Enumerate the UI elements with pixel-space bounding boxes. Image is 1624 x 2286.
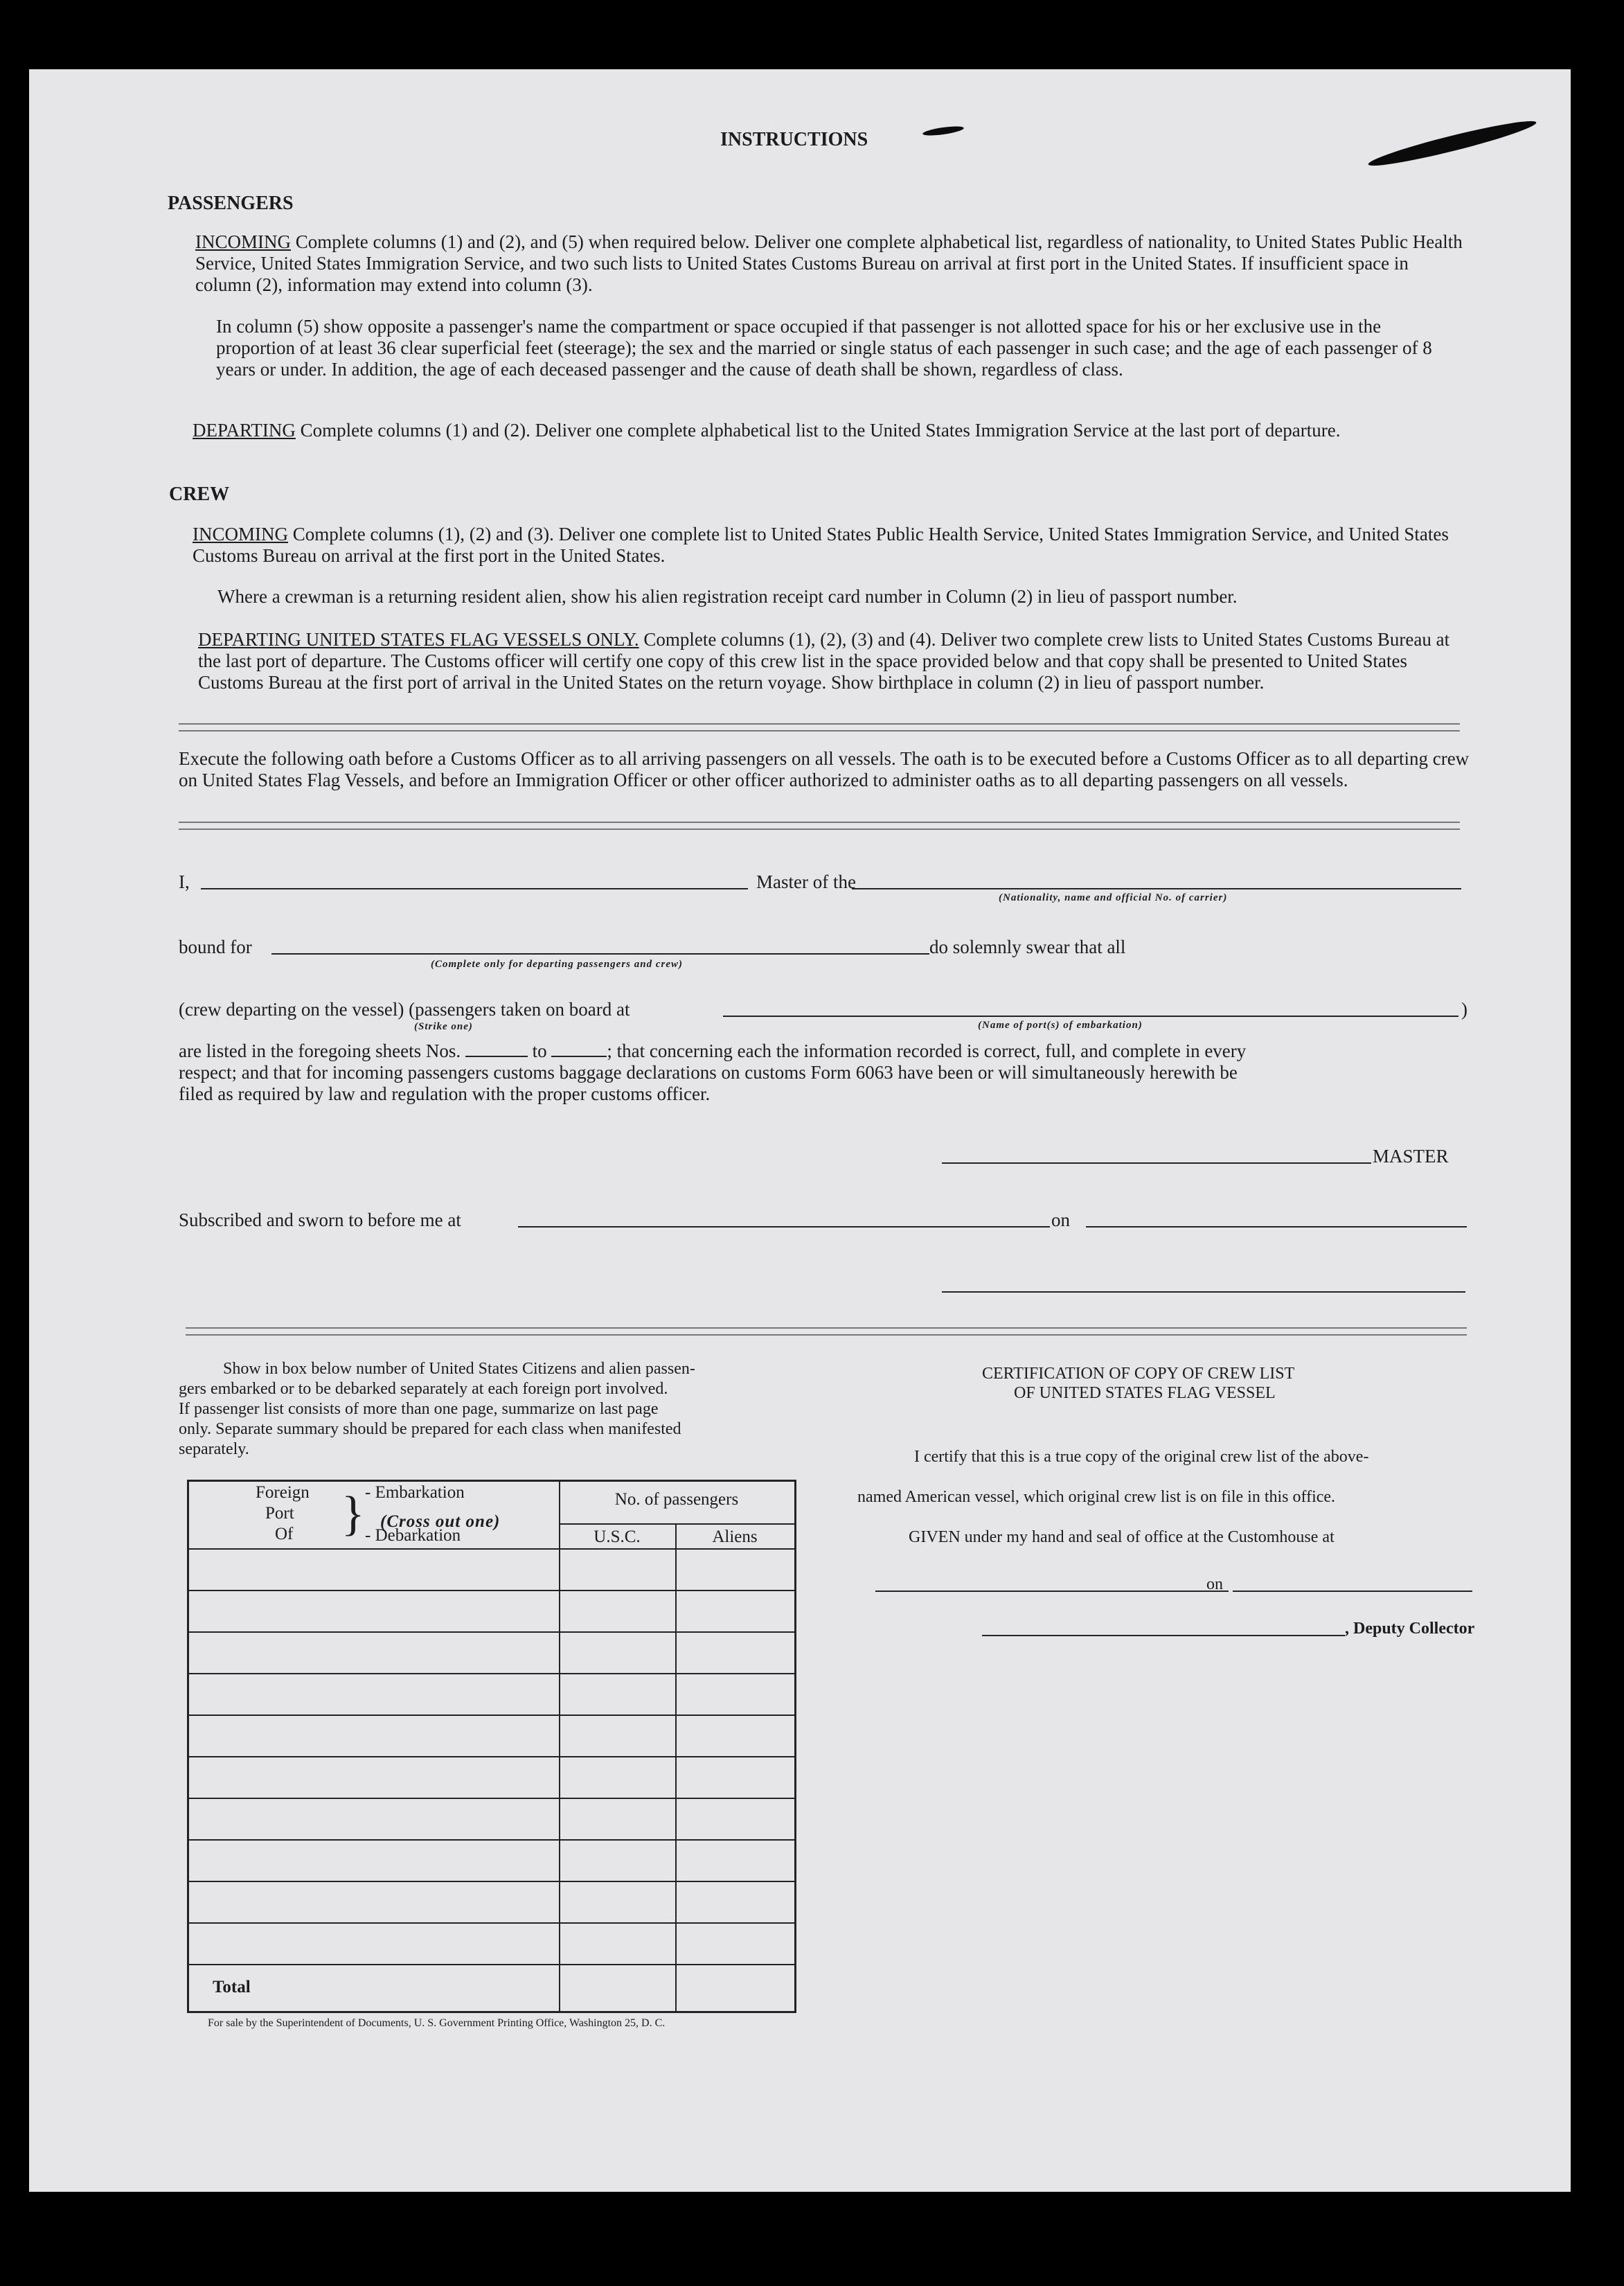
ink-blot	[922, 125, 965, 137]
crew-passengers-label: (crew departing on the vessel) (passengers taken on board at	[179, 999, 630, 1020]
carrier-field[interactable]	[852, 888, 1461, 889]
sworn-date-field[interactable]	[1086, 1226, 1467, 1228]
table-row-divider	[189, 1756, 794, 1757]
sheet-to-field[interactable]	[551, 1040, 607, 1057]
deputy-signature-field[interactable]	[982, 1635, 1345, 1636]
table-row-divider	[189, 1922, 794, 1924]
crew-incoming-text: Complete columns (1), (2) and (3). Deliver one complete list to United States Public Health Service, United States Immigration Service, and United States Customs Bureau on arrival at the first port in the United States.	[193, 524, 1449, 566]
solemnly-swear-label: do solemnly swear that all	[929, 937, 1126, 957]
oath-intro: Execute the following oath before a Customs Officer as to all arriving passengers on all vessels. The oath is to be executed before a Customs Officer as to all departing crew on United States Flag Vessels, and before an Immigration Officer or other officer authorized to administer oaths as to all departing passengers on all vessels.	[179, 748, 1470, 790]
summary-instructions	[179, 1359, 830, 1460]
certification-line-2: named American vessel, which original crew list is on file in this office.	[857, 1488, 1336, 1506]
crew-departing-paragraph	[198, 629, 1465, 693]
total-label: Total	[213, 1978, 251, 1996]
usc-label: U.S.C.	[594, 1527, 641, 1546]
certification-title-1: CERTIFICATION OF COPY OF CREW LIST	[982, 1365, 1295, 1383]
strike-one-hint: (Strike one)	[414, 1021, 473, 1032]
table-row-divider	[189, 1798, 794, 1799]
passengers-departing-label: DEPARTING	[193, 420, 296, 441]
listed-respect-text: respect; and that for incoming passengers customs baggage declarations on customs Form 6063 have been or will simultaneously herewith be	[179, 1062, 1238, 1083]
deputy-collector-label: , Deputy Collector	[1345, 1620, 1475, 1638]
cross-out-hint: (Cross out one)	[380, 1512, 501, 1531]
divider	[186, 1327, 1467, 1336]
listed-correct-text: ; that concerning each the information recorded is correct, full, and complete in every	[607, 1040, 1247, 1061]
bound-hint: (Complete only for departing passengers and crew)	[431, 959, 683, 970]
bound-for-label: bound for	[179, 937, 252, 957]
table-col-divider	[559, 1482, 560, 2011]
sworn-place-field[interactable]	[518, 1226, 1050, 1228]
master-signature-field[interactable]	[942, 1162, 1371, 1164]
passengers-departing-paragraph	[193, 420, 1467, 441]
certification-on-label: on	[1206, 1575, 1223, 1593]
table-header-divider	[559, 1523, 794, 1525]
port-label: Port	[265, 1504, 294, 1523]
sheet-from-field[interactable]	[465, 1040, 528, 1057]
officer-signature-field[interactable]	[942, 1291, 1465, 1293]
sworn-on-label: on	[1051, 1210, 1070, 1230]
crew-resident-paragraph: Where a crewman is a returning resident alien, show his alien registration receipt card number in Column (2) in lieu of passport number.	[217, 586, 1238, 607]
ink-blot	[1366, 115, 1538, 172]
close-paren: )	[1461, 999, 1467, 1020]
certification-line-1: I certify that this is a true copy of the original crew list of the above-	[914, 1448, 1369, 1466]
divider	[179, 723, 1460, 732]
passengers-heading: PASSENGERS	[168, 193, 294, 214]
listed-to-label: to	[532, 1040, 547, 1061]
page-title: INSTRUCTIONS	[720, 129, 868, 150]
table-header-bottom	[189, 1548, 794, 1550]
certification-title-2: OF UNITED STATES FLAG VESSEL	[1014, 1384, 1276, 1402]
passenger-summary-table	[187, 1480, 796, 2013]
table-col-divider	[675, 1525, 677, 2011]
printing-office-footer: For sale by the Superintendent of Documents, U. S. Government Printing Office, Washington 25, D. C.	[208, 2017, 666, 2029]
summary-line: gers embarked or to be debarked separately at each foreign port involved.	[179, 1380, 668, 1398]
of-label: Of	[275, 1525, 294, 1543]
table-row-divider	[189, 1590, 794, 1591]
table-row-divider	[189, 1839, 794, 1841]
form-page	[29, 69, 1571, 2192]
summary-line: separately.	[179, 1440, 249, 1458]
customhouse-field[interactable]	[875, 1591, 1229, 1592]
crew-incoming-paragraph	[193, 524, 1467, 567]
listed-sheets-label: are listed in the foregoing sheets Nos.	[179, 1040, 461, 1061]
passengers-incoming-text: Complete columns (1) and (2), and (5) when required below. Deliver one complete alphabetical list, regardless of nationality, to United States Public Health Service, United States Immigration Service, and two such lists to United States Customs Bureau on arrival at first port in the United States. If insufficient space in column (2), information may extend into column (3).	[195, 231, 1463, 295]
table-row-divider	[189, 1673, 794, 1674]
summary-line: Show in box below number of United States Citizens and alien passen-	[223, 1360, 695, 1378]
foreign-label: Foreign	[256, 1483, 310, 1502]
nationality-hint: (Nationality, name and official No. of carrier)	[999, 892, 1228, 903]
passengers-incoming-label: INCOMING	[195, 231, 291, 252]
table-row-divider	[189, 1881, 794, 1882]
divider	[179, 822, 1460, 830]
embarkation-port-field[interactable]	[723, 1016, 1458, 1017]
table-row-divider	[189, 1714, 794, 1716]
crew-departing-label: DEPARTING UNITED STATES FLAG VESSELS ONLY.	[198, 629, 639, 650]
brace-icon: }	[341, 1487, 365, 1541]
crew-heading: CREW	[169, 484, 230, 505]
crew-departing-text: Complete columns (1), (2), (3) and (4). Deliver two complete crew lists to United States Customs Bureau at the last port of departure. The Customs officer will certify one copy of this crew list in the space provided below and that copy shall be presented to United States Customs Bureau at the first port of arrival in the United States on the return voyage. Show birthplace in column (2) in lieu of passport number.	[198, 629, 1450, 693]
crew-incoming-label: INCOMING	[193, 524, 288, 544]
summary-line: only. Separate summary should be prepared for each class when manifested	[179, 1420, 681, 1438]
summary-line: If passenger list consists of more than one page, summarize on last page	[179, 1400, 659, 1418]
master-label: MASTER	[1373, 1146, 1449, 1167]
oath-listed-paragraph	[179, 1040, 1494, 1105]
oath-i-label: I,	[179, 871, 190, 892]
table-row-divider	[189, 1964, 794, 1965]
embarkation-label: - Embarkation	[365, 1483, 465, 1502]
master-name-field[interactable]	[201, 888, 748, 889]
table-row-divider	[189, 1631, 794, 1633]
certification-line-3: GIVEN under my hand and seal of office at the Customhouse at	[909, 1528, 1335, 1546]
passengers-incoming-paragraph	[195, 231, 1463, 296]
listed-filed-text: filed as required by law and regulation with the proper customs officer.	[179, 1083, 711, 1104]
passengers-departing-text: Complete columns (1) and (2). Deliver one complete alphabetical list to the United States Immigration Service at the last port of departure.	[300, 420, 1341, 441]
port-hint: (Name of port(s) of embarkation)	[978, 1020, 1143, 1031]
oath-listed-line	[179, 1040, 1494, 1062]
aliens-label: Aliens	[712, 1527, 758, 1546]
master-of-the-label: Master of the	[756, 871, 856, 892]
passengers-column5-paragraph: In column (5) show opposite a passenger's name the compartment or space occupied if that passenger is not allotted space for his or her exclusive use in the proportion of at least 36 clear superficial feet (steerage); the sex and the married or single status of each passenger in such case; and the age of each passenger of 8 years or under. In addition, the age of each deceased passenger and the cause of death shall be shown, regardless of class.	[216, 316, 1432, 380]
no-passengers-label: No. of passengers	[614, 1490, 739, 1509]
bound-for-field[interactable]	[271, 953, 929, 955]
subscribed-label: Subscribed and sworn to before me at	[179, 1210, 461, 1230]
certification-date-field[interactable]	[1233, 1591, 1472, 1592]
debarkation-label: - Debarkation	[365, 1526, 461, 1545]
